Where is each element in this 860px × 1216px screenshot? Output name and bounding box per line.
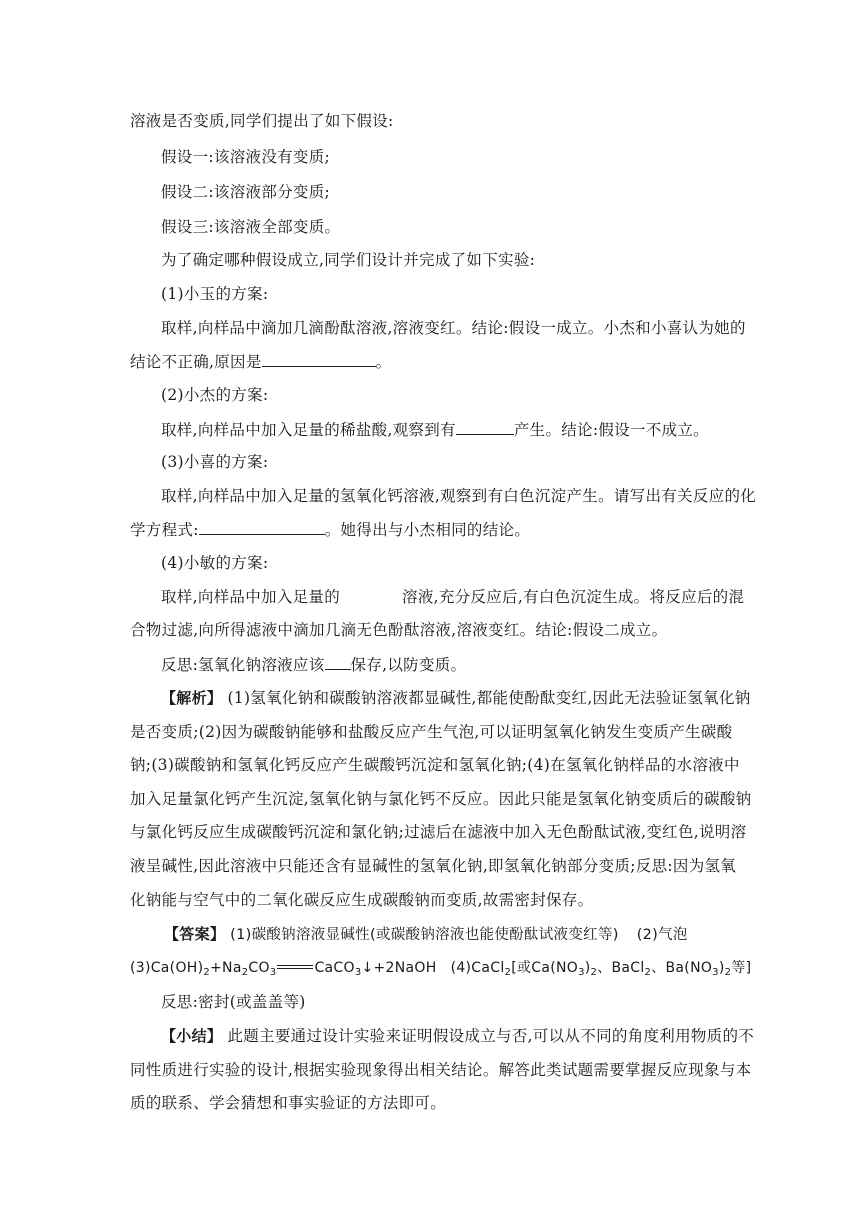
subscript: 2 xyxy=(644,967,652,978)
text: (1)碳酸钠溶液显碱性(或碳酸钠溶液也能使酚酞试液变红等) xyxy=(230,927,619,943)
analysis-line-6 xyxy=(130,856,736,876)
text: 质的联系、学会猜想和事实验证的方法即可。 xyxy=(130,1094,447,1112)
text: (3)Ca(OH) xyxy=(130,960,204,976)
answer-line-2 xyxy=(130,958,751,978)
text: (2)气泡 xyxy=(636,927,688,943)
question-intro xyxy=(130,111,394,131)
text: 学方程式: xyxy=(130,521,199,539)
answer-blank xyxy=(325,654,351,670)
text: 是否变质;(2)因为碳酸钠能够和盐酸反应产生气泡,可以证明氢氧化钠发生变质产生碳酸 xyxy=(130,723,733,741)
text: ↓+2NaOH xyxy=(361,960,437,976)
text: (3)小喜的方案: xyxy=(161,453,269,471)
subscript: 3 xyxy=(354,967,362,978)
text: 化钠能与空气中的二氧化碳反应生成碳酸钠而变质,故需密封保存。 xyxy=(130,891,594,909)
text: 取样,向样品中加入足量的 xyxy=(161,588,341,606)
analysis-line-3 xyxy=(130,755,740,775)
text: 同性质进行实验的设计,根据实验现象得出相关结论。解答此类试题需要掌握反应现象与本 xyxy=(130,1061,752,1079)
analysis-tag: 【解析】 xyxy=(161,689,223,707)
text: 保存,以防变质。 xyxy=(350,656,467,674)
text: 与氯化钙反应生成碳酸钙沉淀和氯化钠;过滤后在滤液中加入无色酚酞试液,变红色,说明溶 xyxy=(130,823,747,841)
plan-1-title xyxy=(161,284,268,304)
plan-2-line-1 xyxy=(161,419,709,440)
analysis-line-5 xyxy=(130,822,746,842)
text: [或Ca(NO xyxy=(511,960,579,976)
text: 假设一:该溶液没有变质; xyxy=(161,148,331,166)
reflection xyxy=(161,654,466,675)
plan-1-line-2 xyxy=(130,351,391,372)
text: 反思:氢氧化钠溶液应该 xyxy=(161,656,325,674)
plan-4-line-2 xyxy=(130,620,667,640)
answer-tag: 【答案】 xyxy=(164,925,226,943)
text: 溶液,充分反应后,有白色沉淀生成。将反应后的混 xyxy=(402,588,745,606)
summary-line-1 xyxy=(161,1026,754,1046)
design-sentence xyxy=(161,250,535,270)
subscript: 2 xyxy=(203,967,211,978)
text: 假设三:该溶液全部变质。 xyxy=(161,218,341,236)
summary-line-2 xyxy=(130,1060,751,1080)
hypothesis-1 xyxy=(161,147,330,167)
text: 反思:密封(或盖盖等) xyxy=(161,993,306,1011)
text: 。 xyxy=(375,353,392,371)
text: 取样,向样品中加入足量的稀盐酸,观察到有 xyxy=(161,421,456,439)
text: 溶液是否变质,同学们提出了如下假设: xyxy=(130,112,394,130)
subscript: 3 xyxy=(269,967,277,978)
text: 等] xyxy=(731,960,752,976)
text: 、BaCl xyxy=(597,960,645,976)
text: 、Ba(NO xyxy=(651,960,713,976)
text: +Na xyxy=(210,960,242,976)
answer-line-1 xyxy=(164,924,688,945)
answer-reflection xyxy=(161,992,306,1012)
analysis-line-2 xyxy=(130,722,732,742)
analysis-line-4 xyxy=(130,789,751,809)
plan-4-line-1 xyxy=(161,587,744,607)
text: 取样,向样品中滴加几滴酚酞溶液,溶液变红。结论:假设一成立。小杰和小喜认为她的 xyxy=(161,319,746,337)
plan-4-title xyxy=(161,553,268,573)
answer-blank xyxy=(199,519,325,535)
text: (4)小敏的方案: xyxy=(161,554,269,572)
summary-line-3 xyxy=(130,1093,446,1113)
text: CO xyxy=(248,960,270,976)
plan-3-line-2 xyxy=(130,519,530,540)
text: 取样,向样品中加入足量的氢氧化钙溶液,观察到有白色沉淀产生。请写出有关反应的化 xyxy=(161,487,757,505)
summary-tag: 【小结】 xyxy=(161,1027,223,1045)
text: (1)小玉的方案: xyxy=(161,285,269,303)
text: 液呈碱性,因此溶液中只能还含有显碱性的氢氧化钠,即氢氧化钠部分变质;反思:因为氢氧 xyxy=(130,857,737,875)
subscript: 2 xyxy=(241,967,249,978)
text: ) xyxy=(718,960,725,976)
plan-3-title xyxy=(161,452,268,472)
text: 为了确定哪种假设成立,同学们设计并完成了如下实验: xyxy=(161,251,536,269)
text: ) xyxy=(584,960,591,976)
answer-blank xyxy=(456,419,514,435)
plan-3-line-1 xyxy=(161,486,756,506)
subscript: 2 xyxy=(724,967,732,978)
text: 产生。结论:假设一不成立。 xyxy=(513,421,709,439)
subscript: 2 xyxy=(504,967,512,978)
text: CaCO xyxy=(314,960,355,976)
subscript: 3 xyxy=(712,967,719,978)
analysis-line-7 xyxy=(130,890,593,910)
plan-1-line-1 xyxy=(161,318,746,338)
hypothesis-2 xyxy=(161,182,330,202)
text: 合物过滤,向所得滤液中滴加几滴无色酚酞溶液,溶液变红。结论:假设二成立。 xyxy=(130,621,668,639)
text: 结论不正确,原因是 xyxy=(130,353,262,371)
subscript: 2 xyxy=(590,967,598,978)
equals-sign xyxy=(276,963,314,973)
text: (2)小杰的方案: xyxy=(161,386,269,404)
text: (4)CaCl xyxy=(450,960,505,976)
text: 假设二:该溶液部分变质; xyxy=(161,183,331,201)
text: 钠;(3)碳酸钠和氢氧化钙反应产生碳酸钙沉淀和氢氧化钠;(4)在氢氧化钠样品的水溶液中 xyxy=(130,756,740,774)
subscript: 3 xyxy=(578,967,585,978)
text: 此题主要通过设计实验来证明假设成立与否,可以从不同的角度利用物质的不 xyxy=(227,1027,755,1045)
hypothesis-3 xyxy=(161,217,340,237)
plan-2-title xyxy=(161,385,268,405)
answer-blank xyxy=(262,351,376,367)
text: 加入足量氯化钙产生沉淀,氢氧化钠与氯化钙不反应。因此只能是氢氧化钠变质后的碳酸钠 xyxy=(130,790,752,808)
text: (1)氢氧化钠和碳酸钠溶液都显碱性,都能使酚酞变红,因此无法验证氢氧化钠 xyxy=(227,689,751,707)
text: 。她得出与小杰相同的结论。 xyxy=(324,521,531,539)
analysis-line-1 xyxy=(161,688,751,708)
